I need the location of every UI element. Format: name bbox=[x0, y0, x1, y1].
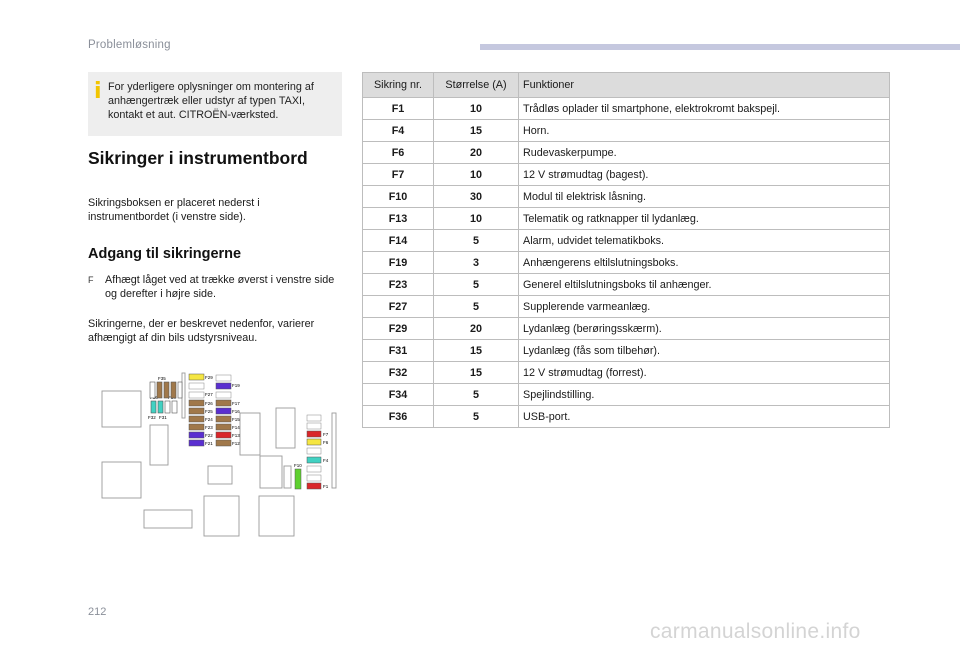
label-f16: F16 bbox=[232, 409, 240, 414]
cell-fuse-number: F13 bbox=[363, 208, 434, 230]
label-f6: F6 bbox=[323, 440, 329, 445]
cell-function: Modul til elektrisk låsning. bbox=[519, 186, 890, 208]
label-f21: F21 bbox=[205, 441, 213, 446]
fuse-stack-right bbox=[294, 415, 329, 489]
fuse-stack-center bbox=[189, 374, 240, 446]
cell-fuse-number: F7 bbox=[363, 164, 434, 186]
label-f19: F19 bbox=[232, 383, 240, 388]
label-f31: F31 bbox=[159, 415, 167, 420]
cell-fuse-number: F32 bbox=[363, 362, 434, 384]
cell-rating: 10 bbox=[434, 98, 519, 120]
fuse-cluster-left bbox=[148, 376, 182, 420]
table-row bbox=[363, 340, 890, 362]
cell-fuse-number: F23 bbox=[363, 274, 434, 296]
table-row bbox=[363, 208, 890, 230]
label-f1: F1 bbox=[323, 484, 329, 489]
cell-rating: 3 bbox=[434, 252, 519, 274]
label-f24: F24 bbox=[205, 417, 213, 422]
header-rating: Størrelse (A) bbox=[434, 73, 519, 98]
table-row bbox=[363, 142, 890, 164]
cell-rating: 30 bbox=[434, 186, 519, 208]
info-note bbox=[88, 72, 342, 136]
table-row bbox=[363, 362, 890, 384]
cell-fuse-number: F29 bbox=[363, 318, 434, 340]
cell-function: Telematik og ratknapper til lydanlæg. bbox=[519, 208, 890, 230]
label-f23: F23 bbox=[205, 425, 213, 430]
cell-rating: 10 bbox=[434, 208, 519, 230]
label-f15: F15 bbox=[232, 417, 240, 422]
fuse-table bbox=[362, 72, 890, 428]
label-f25: F25 bbox=[205, 409, 213, 414]
cell-rating: 20 bbox=[434, 318, 519, 340]
table-row bbox=[363, 98, 890, 120]
note-paragraph: Sikringerne, der er beskrevet nedenfor, varierer afhængigt af din bils udstyrsniveau. bbox=[88, 318, 315, 344]
info-icon: i bbox=[94, 79, 102, 104]
info-note-text: For yderligere oplysninger om montering af anhængertræk eller udstyr af typen TAXI, kontakt et aut. CITROËN-værksted. bbox=[108, 81, 314, 121]
cell-fuse-number: F14 bbox=[363, 230, 434, 252]
label-f13: F13 bbox=[232, 433, 240, 438]
cell-fuse-number: F36 bbox=[363, 406, 434, 428]
fuse-box-diagram bbox=[98, 368, 338, 538]
label-f22: F22 bbox=[205, 433, 213, 438]
cell-function: Horn. bbox=[519, 120, 890, 142]
cell-rating: 5 bbox=[434, 296, 519, 318]
page-number: 212 bbox=[88, 606, 107, 618]
cell-rating: 5 bbox=[434, 406, 519, 428]
cell-rating: 5 bbox=[434, 384, 519, 406]
label-f7: F7 bbox=[323, 432, 329, 437]
subheading: Adgang til sikringerne bbox=[88, 246, 242, 262]
cell-fuse-number: F19 bbox=[363, 252, 434, 274]
cell-fuse-number: F4 bbox=[363, 120, 434, 142]
label-f27: F27 bbox=[205, 392, 213, 397]
section-bar bbox=[480, 44, 960, 50]
table-row bbox=[363, 120, 890, 142]
table-row bbox=[363, 252, 890, 274]
cell-function: Trådløs oplader til smartphone, elektrokromt bakspejl. bbox=[519, 98, 890, 120]
cell-function: Lydanlæg (berøringsskærm). bbox=[519, 318, 890, 340]
cell-function: Spejlindstilling. bbox=[519, 384, 890, 406]
label-f12: F12 bbox=[232, 441, 240, 446]
cell-function: 12 V strømudtag (forrest). bbox=[519, 362, 890, 384]
cell-rating: 15 bbox=[434, 362, 519, 384]
table-row bbox=[363, 384, 890, 406]
cell-rating: 20 bbox=[434, 142, 519, 164]
table-row bbox=[363, 230, 890, 252]
cell-fuse-number: F27 bbox=[363, 296, 434, 318]
cell-function: Anhængerens eltilslutningsboks. bbox=[519, 252, 890, 274]
label-f10: F10 bbox=[294, 463, 302, 468]
cell-rating: 5 bbox=[434, 230, 519, 252]
cell-function: Alarm, udvidet telematikboks. bbox=[519, 230, 890, 252]
cell-function: Lydanlæg (fås som tilbehør). bbox=[519, 340, 890, 362]
label-f4: F4 bbox=[323, 458, 329, 463]
label-f14: F14 bbox=[232, 425, 240, 430]
table-header-row bbox=[363, 73, 890, 98]
cell-fuse-number: F6 bbox=[363, 142, 434, 164]
table-row bbox=[363, 406, 890, 428]
table-row bbox=[363, 296, 890, 318]
cell-function: 12 V strømudtag (bagest). bbox=[519, 164, 890, 186]
intro-paragraph: Sikringsboksen er placeret nederst i instrumentbordet (i venstre side). bbox=[88, 197, 260, 223]
cell-function: Rudevaskerpumpe. bbox=[519, 142, 890, 164]
label-f32: F32 bbox=[148, 415, 156, 420]
cell-fuse-number: F10 bbox=[363, 186, 434, 208]
label-f26: F26 bbox=[205, 401, 213, 406]
cell-fuse-number: F34 bbox=[363, 384, 434, 406]
cell-function: Generel eltilslutningsboks til anhænger. bbox=[519, 274, 890, 296]
cell-rating: 15 bbox=[434, 120, 519, 142]
header-functions: Funktioner bbox=[519, 73, 890, 98]
watermark: carmanualsonline.info bbox=[650, 620, 861, 643]
cell-rating: 10 bbox=[434, 164, 519, 186]
cell-function: USB-port. bbox=[519, 406, 890, 428]
table-row bbox=[363, 274, 890, 296]
cell-function: Supplerende varmeanlæg. bbox=[519, 296, 890, 318]
label-f29: F29 bbox=[205, 375, 213, 380]
bullet-text: Afhægt låget ved at trække øverst i venstre side og derefter i højre side. bbox=[105, 274, 335, 300]
table-row bbox=[363, 164, 890, 186]
bullet-marker-icon: F bbox=[88, 275, 94, 285]
table-row bbox=[363, 186, 890, 208]
label-f17: F17 bbox=[232, 401, 240, 406]
table-row bbox=[363, 318, 890, 340]
header-fuse-number: Sikring nr. bbox=[363, 73, 434, 98]
label-f35: F35 bbox=[158, 376, 166, 381]
page-title: Sikringer i instrumentbord bbox=[88, 148, 308, 168]
cell-rating: 5 bbox=[434, 274, 519, 296]
cell-rating: 15 bbox=[434, 340, 519, 362]
cell-fuse-number: F1 bbox=[363, 98, 434, 120]
cell-fuse-number: F31 bbox=[363, 340, 434, 362]
section-title: Problemløsning bbox=[88, 39, 171, 51]
